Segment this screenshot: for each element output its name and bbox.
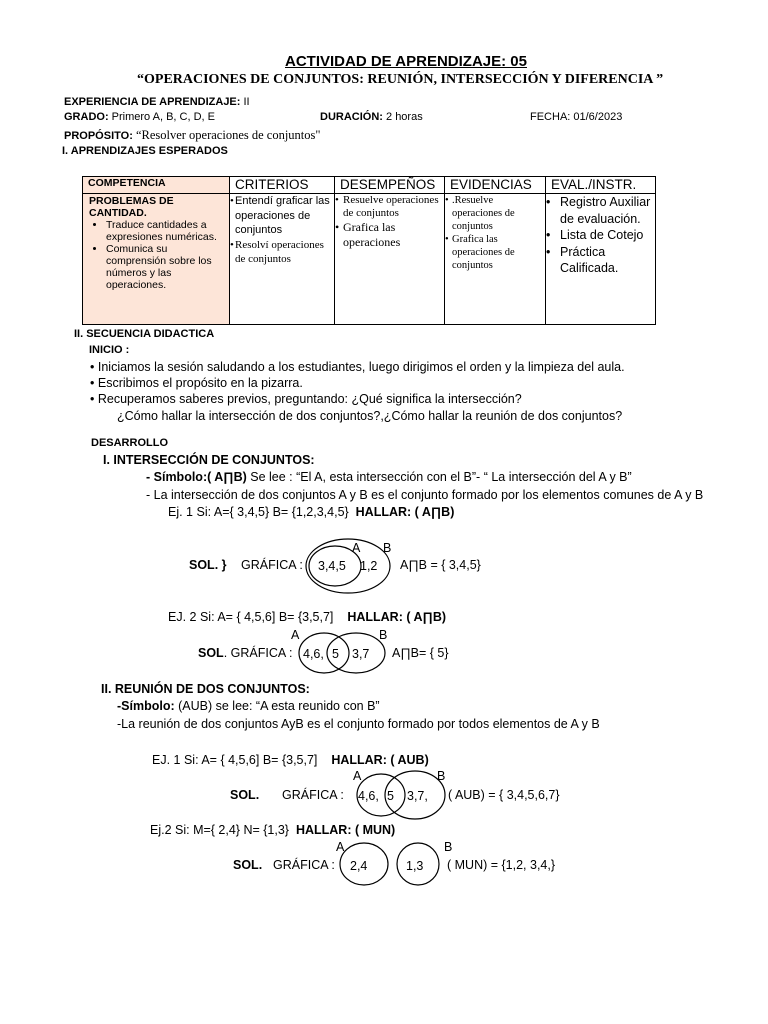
- bullet: •: [445, 195, 449, 206]
- set-b-elements: 1,2: [360, 559, 378, 573]
- reu-ej2-grafica: GRÁFICA :: [273, 858, 335, 872]
- hallar-text: HALLAR: ( A∏B): [355, 505, 455, 519]
- bullet: •: [90, 376, 95, 390]
- reu-ej2-venn: [334, 838, 454, 888]
- list-item: [546, 227, 655, 244]
- experiencia-label: EXPERIENCIA DE APRENDIZAJE:: [64, 96, 241, 108]
- label-b: B: [379, 628, 388, 642]
- set-a-elements: 3,4,5: [318, 559, 346, 573]
- criterio-text: Entendí graficar las operaciones de conjuntos: [235, 195, 330, 236]
- bullet: •: [445, 234, 449, 245]
- header-criterios: CRITERIOS: [230, 177, 335, 194]
- int-ej2-statement: [168, 610, 446, 624]
- label-b: B: [444, 840, 453, 854]
- experiencia-value: II: [243, 96, 250, 108]
- bullet: •: [335, 194, 339, 206]
- eval-text: Lista de Cotejo: [560, 228, 644, 242]
- statement-text: EJ. 2 Si: A= { 4,5,6] B= {3,5,7]: [168, 610, 334, 624]
- experiencia-row: [64, 96, 250, 108]
- evidencias-cell: [445, 194, 546, 325]
- statement-text: Ej. 1 Si: A={ 3,4,5} B= {1,2,3,4,5}: [168, 505, 349, 519]
- set-b-elements: 3,7: [352, 647, 370, 661]
- reunion-simbolo: [117, 699, 380, 713]
- hallar-text: HALLAR: ( A∏B): [347, 610, 447, 624]
- grafica-label: . GRÁFICA :: [223, 646, 293, 660]
- inicio-item: [90, 376, 303, 390]
- competencias-table: [82, 176, 656, 325]
- grado-label: GRADO:: [64, 111, 109, 123]
- intersection-elements: 5: [332, 647, 339, 661]
- criterios-cell: [230, 194, 335, 325]
- hallar-text: HALLAR: ( MUN): [295, 823, 396, 837]
- interseccion-simbolo: [146, 470, 632, 484]
- reu-ej1-result: ( AUB) = { 3,4,5,6,7}: [448, 788, 560, 802]
- int-ej1-grafica: GRÁFICA :: [241, 558, 303, 572]
- statement-text: Ej.2 Si: M={ 2,4} N= {1,3}: [150, 823, 289, 837]
- label-a: A: [291, 628, 300, 642]
- proposito-value: “Resolver operaciones de conjuntos": [135, 128, 321, 142]
- int-ej2-sol-row: [198, 646, 292, 660]
- label-b: B: [437, 769, 446, 783]
- inicio-continuation: ¿Cómo hallar la intersección de dos conjuntos?,¿Cómo hallar la reunión de dos conjuntos?: [117, 409, 623, 423]
- int-ej1-result: A∏B = { 3,4,5}: [400, 558, 481, 572]
- list-item: [445, 194, 545, 233]
- set-b-elements: 1,3: [406, 859, 424, 873]
- reu-ej1-grafica: GRÁFICA :: [282, 788, 344, 802]
- competencia-list: [89, 219, 225, 291]
- eval-text: Práctica Calificada.: [560, 244, 619, 275]
- bullet: •: [546, 244, 551, 259]
- statement-text: EJ. 1 Si: A= { 4,5,6] B= {3,5,7]: [152, 753, 318, 767]
- list-item: [546, 194, 655, 227]
- section-secuencia: II. SECUENCIA DIDACTICA: [74, 328, 215, 340]
- set-b-elements: 3,7,: [407, 789, 428, 803]
- page-title: ACTIVIDAD DE APRENDIZAJE: 05: [285, 53, 527, 70]
- duracion-value: 2 horas: [386, 111, 423, 123]
- inicio-item: [90, 360, 625, 374]
- desempenos-cell: [335, 194, 445, 325]
- header-evidencias: EVIDENCIAS: [445, 177, 546, 194]
- reu-ej2-result: ( MUN) = {1,2, 3,4,}: [447, 858, 556, 872]
- list-item: • Comunica su comprensión sobre los números y las operaciones.: [106, 243, 225, 291]
- inicio-text: Iniciamos la sesión saludando a los estudiantes, luego dirigimos el orden y la limpieza del aula.: [97, 360, 625, 374]
- list-item: [445, 233, 545, 272]
- inicio-item: [90, 392, 522, 406]
- bullet: •: [335, 220, 340, 234]
- simbolo-label: - Símbolo:( A∏B): [146, 470, 247, 484]
- bullet: •: [546, 228, 551, 242]
- int-ej1-statement: [168, 505, 454, 519]
- inicio-text: Escribimos el propósito en la pizarra.: [97, 376, 303, 390]
- proposito-row: [64, 128, 321, 143]
- proposito-label: PROPÓSITO:: [64, 130, 133, 142]
- reu-ej1-sol: SOL.: [230, 788, 260, 802]
- evidencia-text: Grafica las operaciones de conjuntos: [452, 234, 515, 271]
- reu-ej1-venn: [350, 767, 460, 819]
- int-ej2-venn: [288, 627, 398, 677]
- bullet: •: [230, 195, 234, 207]
- eval-text: Registro Auxiliar de evaluación.: [560, 195, 651, 226]
- hallar-text: HALLAR: ( AUB): [331, 753, 429, 767]
- competencia-cell: [83, 194, 230, 325]
- header-eval: EVAL./INSTR.: [546, 177, 656, 194]
- interseccion-definicion: - La intersección de dos conjuntos A y B es el conjunto formado por los elementos comunes de A y B: [146, 488, 704, 502]
- grado-row: [64, 111, 215, 123]
- simbolo-label: -Símbolo:: [117, 699, 175, 713]
- reunion-definicion: -La reunión de dos conjuntos AyB es el conjunto formado por todos elementos de A y B: [117, 717, 600, 731]
- reu-ej2-sol: SOL.: [233, 858, 263, 872]
- evidencia-text: .Resuelve operaciones de conjuntos: [452, 195, 515, 232]
- list-item: [335, 220, 444, 250]
- set-a-elements: 2,4: [350, 859, 368, 873]
- label-b: B: [383, 541, 392, 555]
- bullet: •: [230, 238, 234, 251]
- list-item: • Traduce cantidades a expresiones numéricas.: [106, 219, 225, 243]
- reu-ej1-statement: [152, 753, 429, 767]
- label-a: A: [353, 769, 362, 783]
- desempeno-text: Resuelve operaciones de conjuntos: [343, 194, 439, 219]
- list-item: [335, 194, 444, 220]
- int-ej1-venn: [300, 536, 410, 596]
- desarrollo-label: DESARROLLO: [91, 437, 168, 449]
- sol-label: SOL: [198, 646, 224, 660]
- set-a-elements: 4,6,: [358, 789, 379, 803]
- header-competencia: COMPETENCIA: [83, 177, 230, 194]
- eval-cell: [546, 194, 656, 325]
- bullet: •: [90, 392, 95, 406]
- duracion-label: DURACIÓN:: [320, 111, 383, 123]
- criterio-text: Resolví operaciones de conjuntos: [235, 238, 324, 265]
- desempeno-text: Grafica las operaciones: [343, 220, 401, 249]
- bullet: •: [546, 195, 551, 209]
- page-subtitle: “OPERACIONES DE CONJUNTOS: REUNIÓN, INTERSECCIÓN Y DIFERENCIA ”: [137, 72, 664, 87]
- fecha: FECHA: 01/6/2023: [530, 111, 623, 123]
- bullet: •: [90, 360, 95, 374]
- inicio-text: Recuperamos saberes previos, preguntando: ¿Qué significa la intersección?: [97, 392, 522, 406]
- interseccion-title: I. INTERSECCIÓN DE CONJUNTOS:: [103, 453, 315, 467]
- simbolo-text: (AUB) se lee: “A esta reunido con B”: [174, 699, 380, 713]
- reu-ej2-statement: [150, 823, 395, 837]
- section-aprendizajes: I. APRENDIZAJES ESPERADOS: [62, 145, 228, 157]
- label-a: A: [336, 840, 345, 854]
- label-a: A: [352, 541, 361, 555]
- list-item: [546, 244, 655, 277]
- competencia-title: PROBLEMAS DE CANTIDAD.: [89, 195, 174, 219]
- intersection-elements: 5: [387, 789, 394, 803]
- simbolo-text: Se lee : “El A, esta intersección con el B”- “ La intersección del A y B”: [246, 470, 632, 484]
- duracion-row: [320, 111, 423, 123]
- list-item: [230, 194, 334, 238]
- set-a-elements: 4,6,: [303, 647, 324, 661]
- grado-value: Primero A, B, C, D, E: [111, 111, 215, 123]
- list-item: [230, 238, 334, 267]
- header-desempenos: DESEMPEÑOS: [335, 177, 445, 194]
- int-ej1-sol: SOL. }: [189, 558, 227, 572]
- int-ej2-result: A∏B= { 5}: [392, 646, 449, 660]
- inicio-label: INICIO :: [89, 344, 130, 356]
- reunion-title: II. REUNIÓN DE DOS CONJUNTOS:: [101, 682, 310, 696]
